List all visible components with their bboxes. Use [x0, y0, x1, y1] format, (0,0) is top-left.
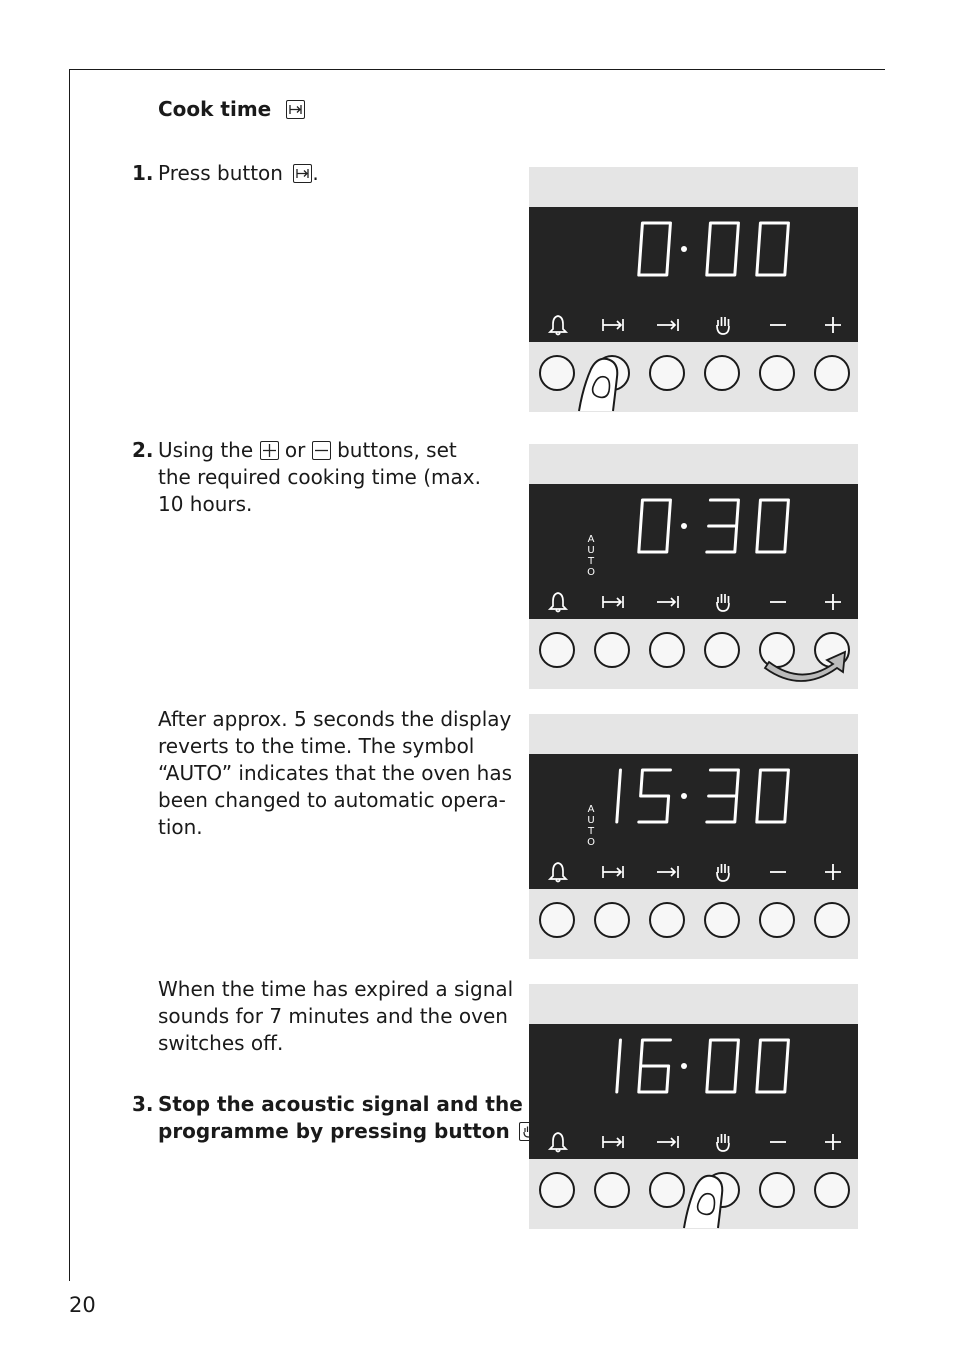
manual-hand-icon	[709, 311, 737, 339]
clock-display	[529, 207, 858, 342]
oven-panel	[529, 167, 858, 412]
display-digits	[529, 215, 858, 295]
manual-button[interactable]	[704, 355, 740, 391]
bell-icon	[544, 311, 572, 339]
plus-icon	[819, 858, 847, 886]
plus-button[interactable]	[814, 632, 850, 668]
step-1-text	[158, 160, 319, 187]
cook-time-button[interactable]	[594, 632, 630, 668]
minus-icon	[764, 1128, 792, 1156]
step-number: 2.	[132, 438, 154, 462]
end-time-button[interactable]	[649, 1172, 685, 1208]
display-digits	[529, 762, 858, 842]
minus-icon	[312, 441, 331, 460]
display-digit	[639, 770, 671, 822]
display-digit	[617, 1040, 621, 1092]
manual-button[interactable]	[704, 902, 740, 938]
minus-button[interactable]	[759, 1172, 795, 1208]
timer-button[interactable]	[539, 902, 575, 938]
cook-time-button[interactable]	[594, 1172, 630, 1208]
plus-button[interactable]	[814, 1172, 850, 1208]
display-icon-row	[529, 1128, 858, 1158]
clock-display	[529, 484, 858, 619]
plus-icon	[819, 1128, 847, 1156]
end-time-button[interactable]	[649, 902, 685, 938]
minus-icon	[764, 311, 792, 339]
display-icon-row	[529, 858, 858, 888]
manual-hand-icon	[709, 588, 737, 616]
plus-button[interactable]	[814, 902, 850, 938]
display-digit	[707, 500, 739, 552]
step-text-line: 10 hours.	[158, 492, 253, 516]
manual-hand-icon	[709, 1128, 737, 1156]
plus-icon	[819, 588, 847, 616]
display-digit	[707, 223, 739, 275]
top-rule	[69, 69, 885, 70]
minus-button[interactable]	[759, 632, 795, 668]
display-digits	[529, 492, 858, 572]
display-digit	[757, 223, 789, 275]
display-icon-row	[529, 588, 858, 618]
cook-time-icon	[599, 858, 627, 886]
step-3-text	[158, 1091, 545, 1145]
step-text: or	[284, 438, 306, 462]
clock-display	[529, 1024, 858, 1159]
page-number: 20	[69, 1293, 96, 1317]
timer-button[interactable]	[539, 355, 575, 391]
step-text: Press button	[158, 161, 283, 185]
end-time-button[interactable]	[649, 355, 685, 391]
step-number: 3.	[132, 1092, 154, 1116]
display-colon	[681, 523, 687, 529]
left-rule	[69, 69, 70, 1281]
display-colon	[681, 1063, 687, 1069]
auto-indicator: A U T O	[587, 534, 595, 578]
end-time-icon	[654, 858, 682, 886]
step-text: buttons, set	[337, 438, 457, 462]
manual-hand-icon	[709, 858, 737, 886]
note-line: reverts to the time. The symbol	[158, 734, 475, 758]
display-colon	[681, 246, 687, 252]
note-line: switches off.	[158, 1031, 284, 1055]
cook-time-icon	[599, 588, 627, 616]
end-time-icon	[654, 311, 682, 339]
section-title	[158, 96, 305, 123]
minus-button[interactable]	[759, 355, 795, 391]
cook-time-icon	[286, 100, 305, 119]
cook-time-button[interactable]	[594, 355, 630, 391]
timer-button[interactable]	[539, 632, 575, 668]
display-digit	[707, 1040, 739, 1092]
cook-time-button[interactable]	[594, 902, 630, 938]
end-time-icon	[654, 588, 682, 616]
step-2-text	[158, 437, 481, 518]
minus-icon	[764, 588, 792, 616]
note-line: “AUTO” indicates that the oven has	[158, 761, 513, 785]
note-line: When the time has expired a signal	[158, 977, 514, 1001]
display-digit	[639, 1040, 671, 1092]
note-expired	[158, 976, 513, 1057]
oven-panel	[529, 714, 858, 959]
display-colon	[681, 793, 687, 799]
step-text-line: Stop the acoustic signal and the	[158, 1092, 523, 1116]
step-text: .	[312, 161, 319, 185]
plus-icon	[260, 441, 279, 460]
plus-button[interactable]	[814, 355, 850, 391]
step-text: Using the	[158, 438, 254, 462]
step-text-line: the required cooking time (max.	[158, 465, 481, 489]
oven-panel	[529, 984, 858, 1229]
manual-button[interactable]	[704, 632, 740, 668]
bell-icon	[544, 1128, 572, 1156]
cook-time-icon	[599, 311, 627, 339]
end-time-icon	[654, 1128, 682, 1156]
display-digit	[617, 770, 621, 822]
note-line: After approx. 5 seconds the display	[158, 707, 512, 731]
end-time-button[interactable]	[649, 632, 685, 668]
clock-display	[529, 754, 858, 889]
cook-time-icon	[599, 1128, 627, 1156]
display-digit	[757, 500, 789, 552]
cook-time-icon	[293, 164, 312, 183]
manual-button[interactable]	[704, 1172, 740, 1208]
step-number: 1.	[132, 161, 154, 185]
note-line: sounds for 7 minutes and the oven	[158, 1004, 508, 1028]
bell-icon	[544, 588, 572, 616]
oven-panel	[529, 444, 858, 689]
step-text: programme by pressing button	[158, 1119, 510, 1143]
section-title-text: Cook time	[158, 97, 272, 121]
display-digit	[639, 223, 671, 275]
display-digits	[529, 1032, 858, 1112]
display-digit	[757, 770, 789, 822]
note-line: tion.	[158, 815, 203, 839]
note-line: been changed to automatic opera-	[158, 788, 506, 812]
minus-button[interactable]	[759, 902, 795, 938]
timer-button[interactable]	[539, 1172, 575, 1208]
display-digit	[707, 770, 739, 822]
plus-icon	[819, 311, 847, 339]
display-digit	[639, 500, 671, 552]
minus-icon	[764, 858, 792, 886]
display-digit	[757, 1040, 789, 1092]
auto-indicator: A U T O	[587, 804, 595, 848]
note-after-set	[158, 706, 512, 841]
bell-icon	[544, 858, 572, 886]
display-icon-row	[529, 311, 858, 341]
